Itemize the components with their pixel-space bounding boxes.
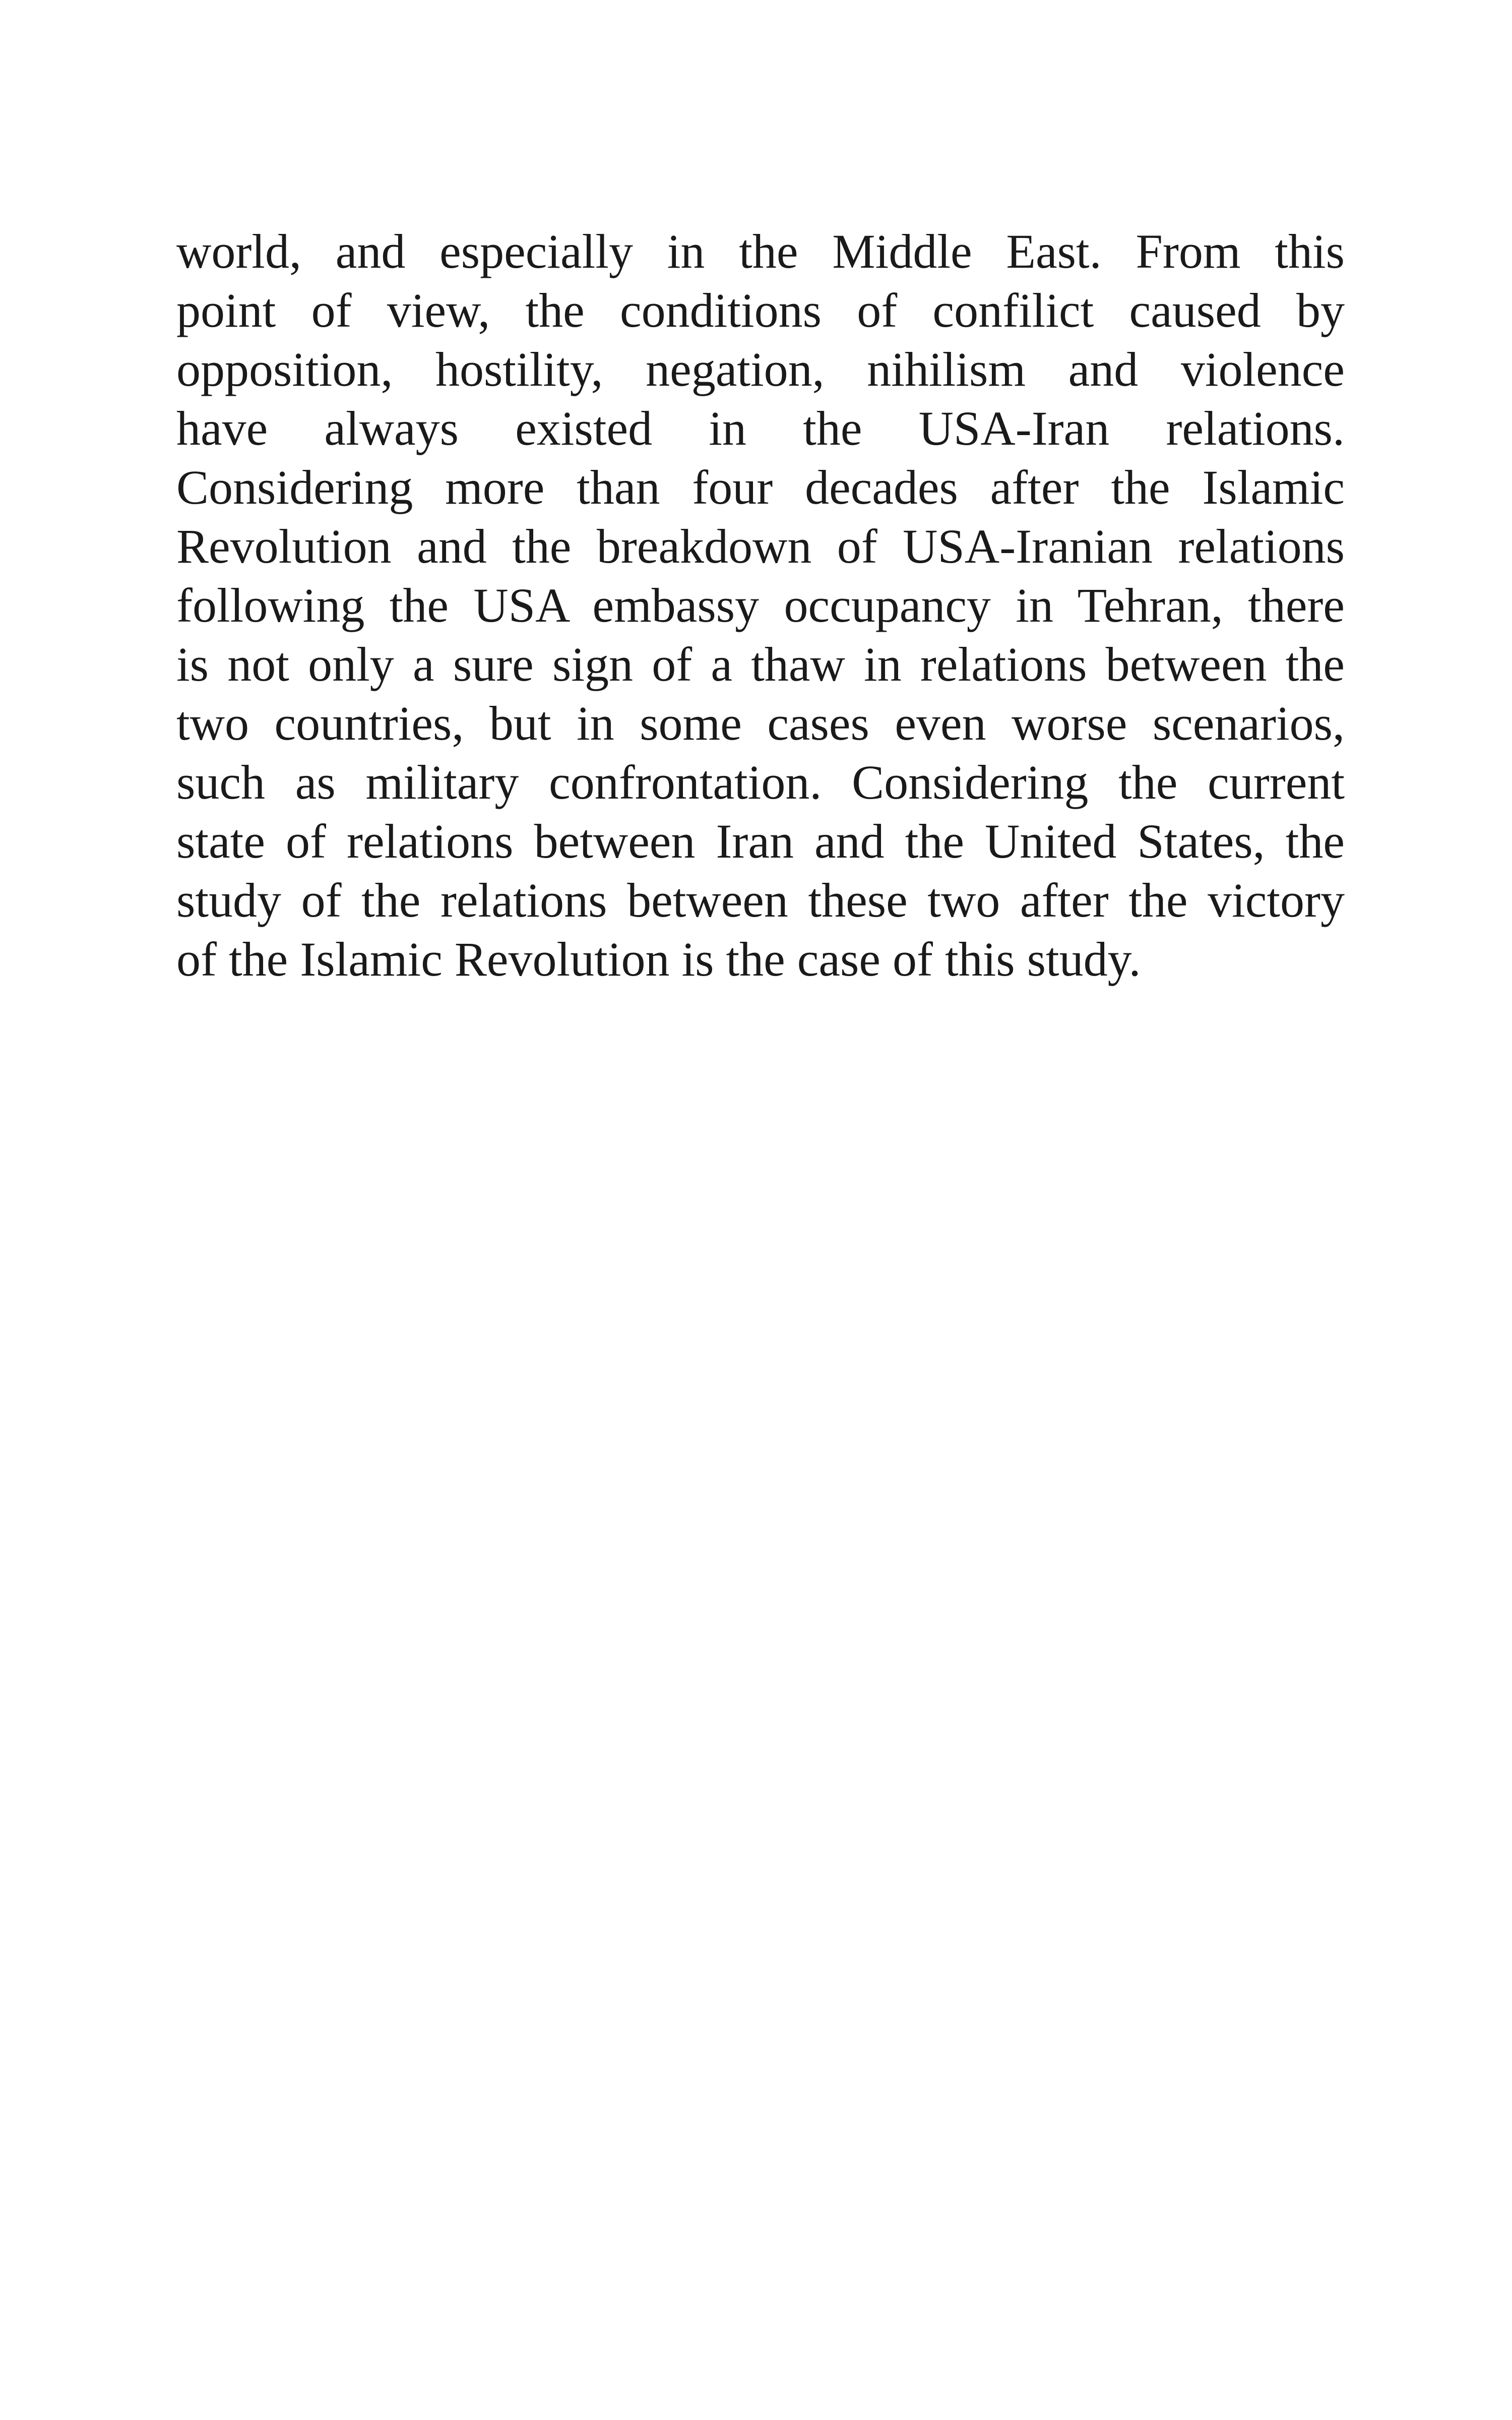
paragraph-line: two countries, but in some cases even worse scenarios, <box>176 696 1345 750</box>
body-paragraph <box>176 222 1345 989</box>
paragraph-line: opposition, hostility, negation, nihilism and violence <box>176 342 1345 396</box>
paragraph-line: state of relations between Iran and the United States, the <box>176 814 1345 868</box>
paragraph-line: Considering more than four decades after the Islamic <box>176 460 1345 514</box>
paragraph-line: point of view, the conditions of confilict caused by <box>176 283 1345 337</box>
paragraph-line: such as military confrontation. Considering the current <box>176 755 1345 809</box>
paragraph-line: study of the relations between these two after the victory <box>176 873 1345 927</box>
paragraph-line: Revolution and the breakdown of USA-Iranian relations <box>176 519 1345 573</box>
paragraph-line: world, and especially in the Middle East. From this <box>176 224 1345 278</box>
paragraph-line: have always existed in the USA-Iran relations. <box>176 401 1345 455</box>
paragraph-line: of the Islamic Revolution is the case of this study. <box>176 932 1141 986</box>
paragraph-line: following the USA embassy occupancy in Tehran, there <box>176 578 1345 632</box>
paragraph-line: is not only a sure sign of a thaw in relations between the <box>176 637 1345 691</box>
